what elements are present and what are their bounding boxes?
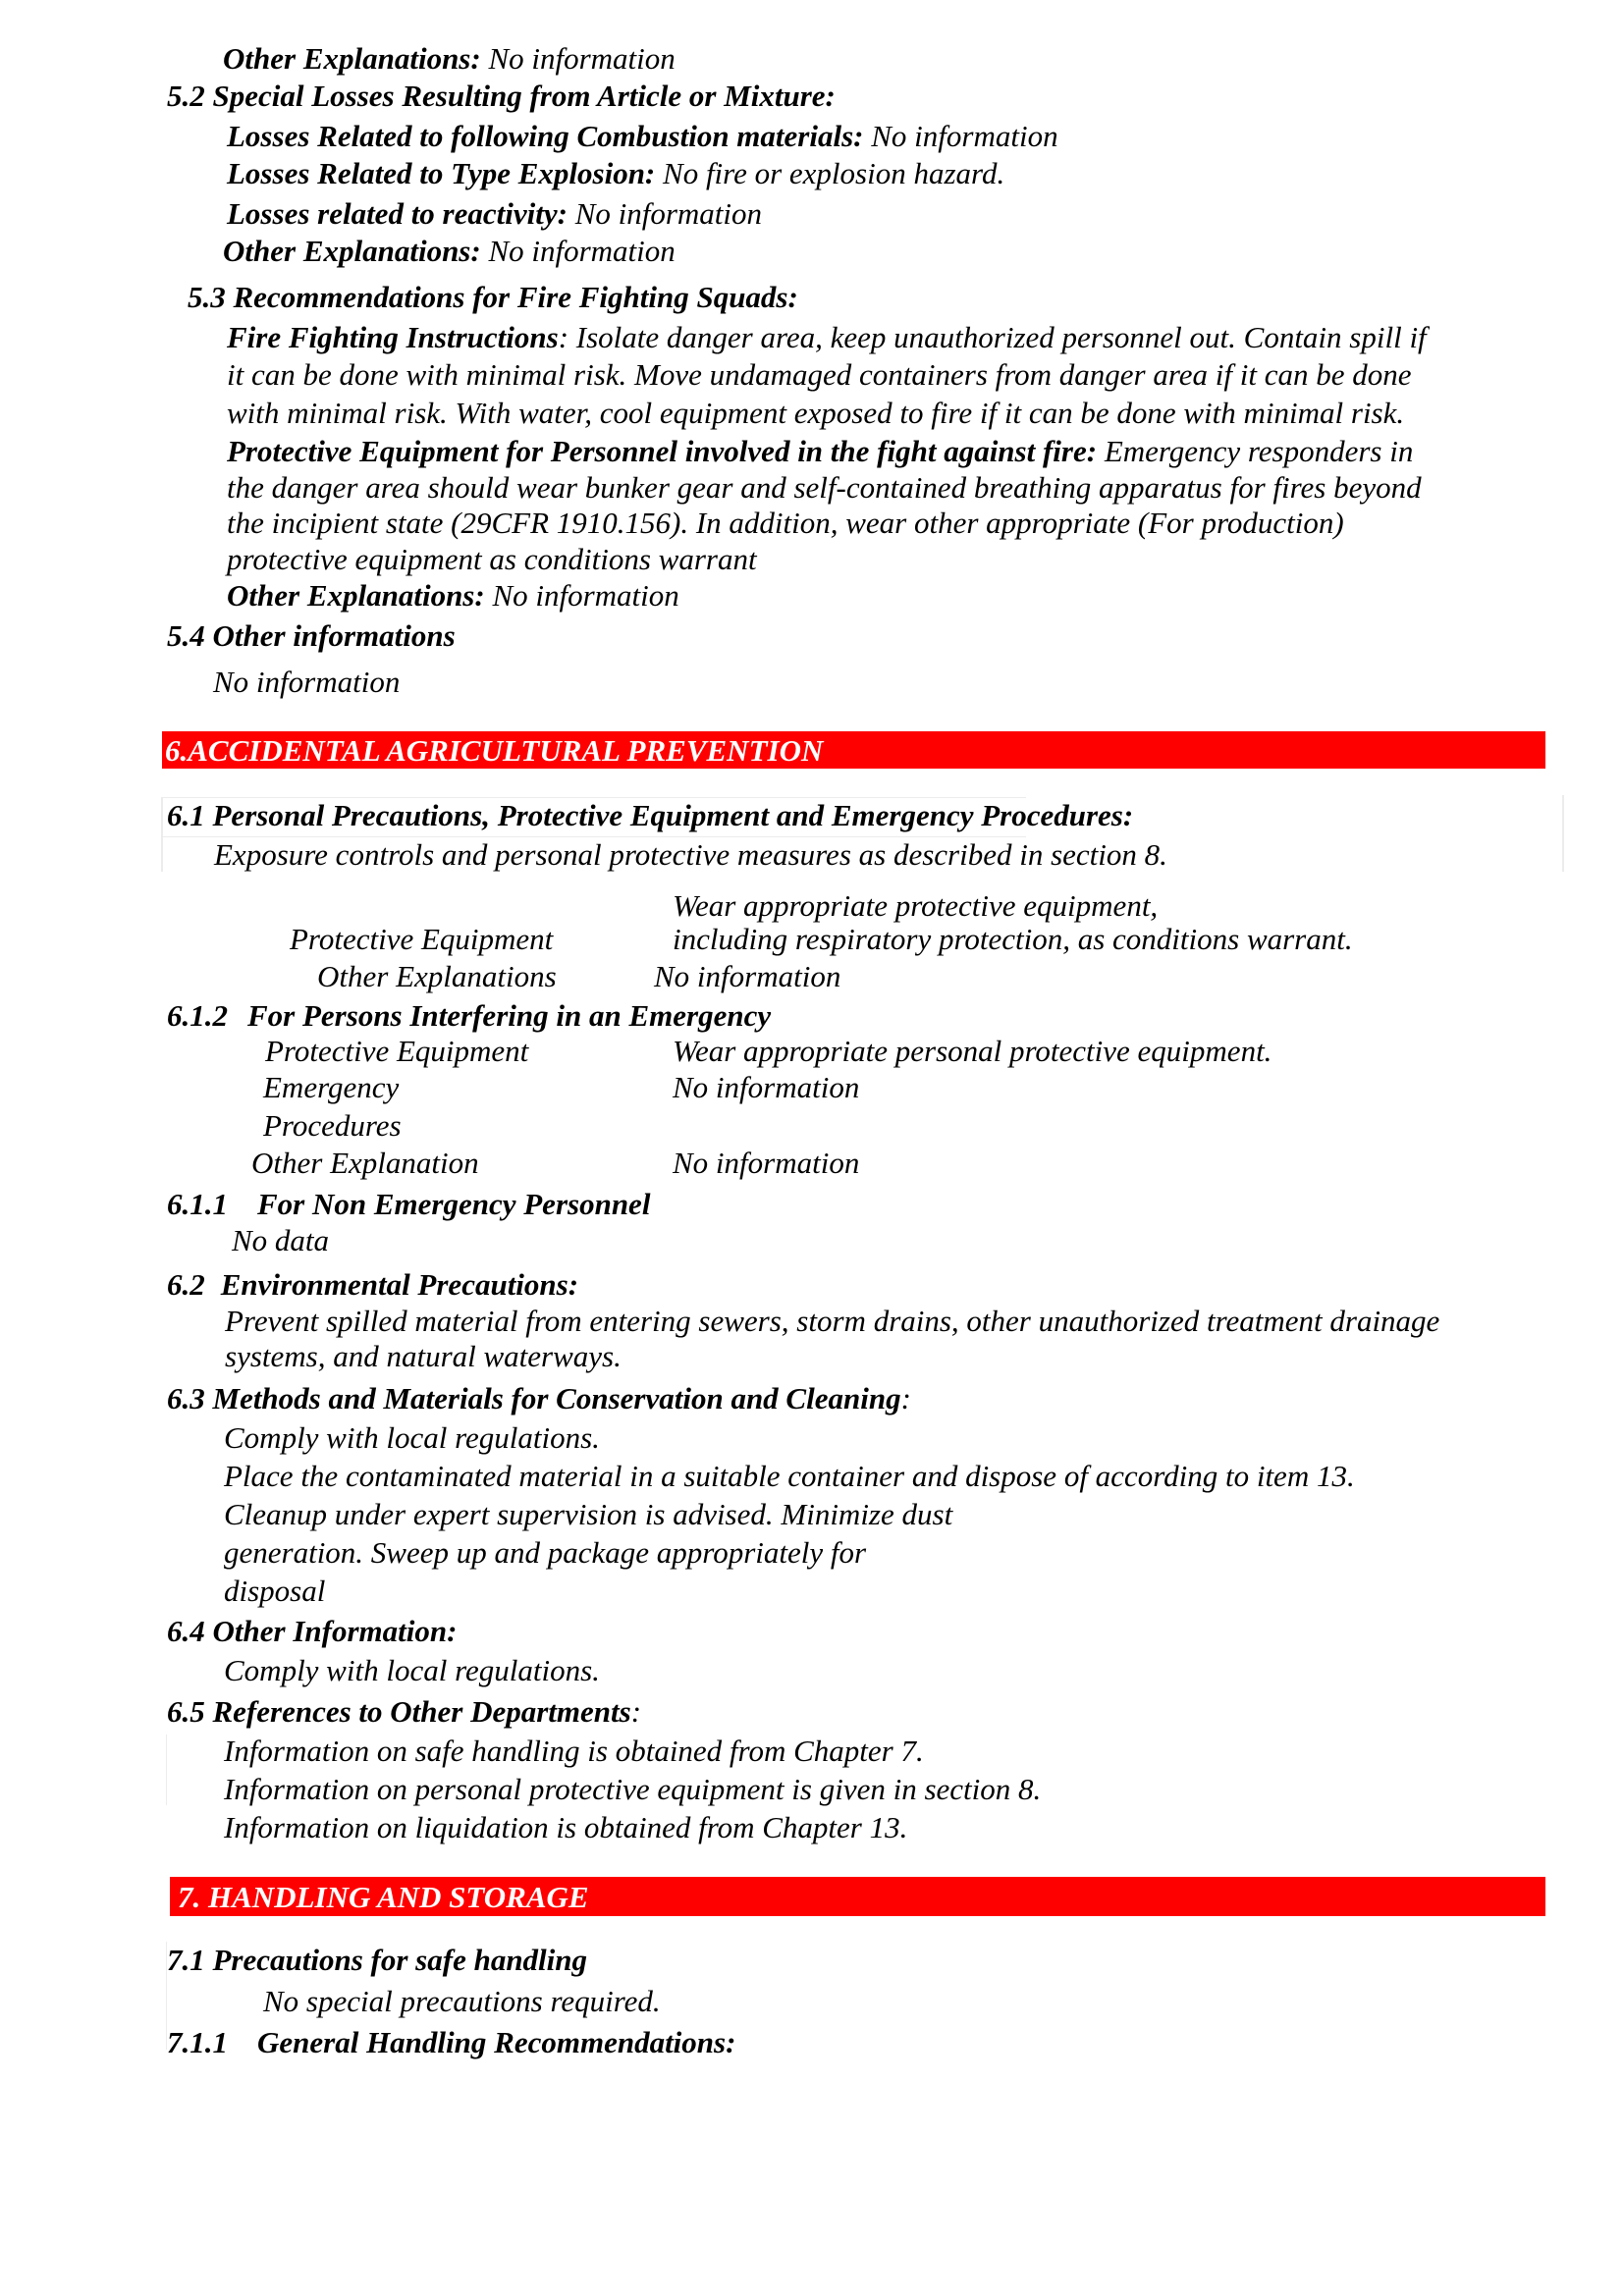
heading-6-4: 6.4 Other Information: xyxy=(167,1614,458,1648)
field-value: No fire or explosion hazard. xyxy=(655,156,1005,190)
heading-6-1-1 xyxy=(167,1189,650,1219)
field-label: Other Explanations: xyxy=(223,41,481,76)
emergency-procedures-value: No information xyxy=(673,1070,860,1104)
losses-combustion-line xyxy=(227,121,1058,151)
heading-colon: : xyxy=(900,1381,911,1415)
fire-fighting-line-1 xyxy=(227,322,1427,352)
section-number: 6.1.1 xyxy=(167,1187,228,1221)
text-6-3-line-5: disposal xyxy=(224,1574,326,1608)
losses-explosion-line xyxy=(227,158,1004,188)
section-title: General Handling Recommendations: xyxy=(257,2025,736,2059)
table-border-left xyxy=(161,797,163,872)
losses-reactivity-line xyxy=(227,198,762,229)
heading-5-2: 5.2 Special Losses Resulting from Article or Mixture: xyxy=(167,79,836,113)
text-6-1: Exposure controls and personal protective measures as described in section 8. xyxy=(214,837,1167,872)
text-6-2-line-2: systems, and natural waterways. xyxy=(225,1339,622,1373)
table-border-left-6-5 xyxy=(166,1735,167,1805)
field-label: Losses Related to following Combustion materials: xyxy=(227,119,864,153)
protective-equipment-value-2: including respiratory protection, as conditions warrant. xyxy=(673,922,1353,956)
section-title: Environmental Precautions: xyxy=(220,1267,579,1302)
fire-fighting-line-3: with minimal risk. With water, cool equipment exposed to fire if it can be done with minimal risk. xyxy=(227,396,1405,430)
field-label: Fire Fighting Instructions xyxy=(227,320,559,354)
heading-6-2 xyxy=(167,1269,578,1300)
field-label: Protective Equipment for Personnel involved in the fight against fire: xyxy=(227,434,1098,468)
ppe-line-1 xyxy=(227,436,1413,466)
heading-6-1: 6.1 Personal Precautions, Protective Equipment and Emergency Procedures: xyxy=(167,798,1134,832)
text-6-3-line-3: Cleanup under expert supervision is advised. Minimize dust xyxy=(224,1497,953,1531)
other-explanations-5-3-line xyxy=(227,580,679,611)
field-value: No information xyxy=(480,234,676,268)
text-6-5-line-3: Information on liquidation is obtained from Chapter 13. xyxy=(224,1810,908,1844)
field-value: Emergency responders in xyxy=(1097,434,1414,468)
emergency-procedures-label-2: Procedures xyxy=(263,1108,402,1143)
heading-6-1-2 xyxy=(167,1000,771,1031)
ppe-value-6-1-2: Wear appropriate personal protective equipment. xyxy=(673,1034,1272,1068)
section-title: For Persons Interfering in an Emergency xyxy=(247,998,772,1033)
heading-7-1-1 xyxy=(167,2027,735,2057)
section-number: 6.2 xyxy=(167,1267,205,1302)
field-value: No information xyxy=(567,196,763,231)
other-explanations-line xyxy=(223,43,676,74)
text-6-3-line-4: generation. Sweep up and package appropriately for xyxy=(224,1535,867,1570)
section-number: 7.1.1 xyxy=(167,2025,228,2059)
text-6-3-line-2: Place the contaminated material in a suitable container and dispose of according to item 13. xyxy=(224,1459,1355,1493)
field-label: Other Explanations: xyxy=(223,234,481,268)
section-number: 6.1.2 xyxy=(167,998,228,1033)
text-6-2-line-1: Prevent spilled material from entering sewers, storm drains, other unauthorized treatment drainage xyxy=(225,1304,1440,1338)
ppe-line-4: protective equipment as conditions warrant xyxy=(227,542,757,576)
ppe-label-6-1-2: Protective Equipment xyxy=(265,1034,529,1068)
field-label: Losses related to reactivity: xyxy=(227,196,568,231)
heading-colon: : xyxy=(630,1694,642,1729)
fire-fighting-line-2: it can be done with minimal risk. Move undamaged containers from danger area if it can be done xyxy=(227,357,1412,392)
heading-7-1: 7.1 Precautions for safe handling xyxy=(167,1943,588,1977)
other-explanations-value: No information xyxy=(654,959,841,993)
heading-6-3 xyxy=(167,1383,911,1414)
field-value: No information xyxy=(484,578,679,613)
text-6-3-line-1: Comply with local regulations. xyxy=(224,1420,600,1455)
section-title: 6.5 References to Other Departments xyxy=(167,1694,631,1729)
heading-6-5 xyxy=(167,1696,641,1727)
text-6-5-line-1: Information on safe handling is obtained from Chapter 7. xyxy=(224,1734,924,1768)
other-explanations-label: Other Explanations xyxy=(317,959,557,993)
heading-5-3: 5.3 Recommendations for Fire Fighting Squads: xyxy=(188,280,798,314)
heading-5-4: 5.4 Other informations xyxy=(167,618,456,653)
other-explanations-5-2-line xyxy=(223,236,676,266)
other-explanation-value: No information xyxy=(673,1146,860,1180)
ppe-line-3: the incipient state (29CFR 1910.156). In addition, wear other appropriate (For production) xyxy=(227,506,1344,540)
section-title: For Non Emergency Personnel xyxy=(257,1187,651,1221)
table-border-right xyxy=(1562,795,1564,872)
field-value: : Isolate danger area, keep unauthorized personnel out. Contain spill if xyxy=(558,320,1427,354)
field-value: No information xyxy=(480,41,676,76)
other-explanation-label: Other Explanation xyxy=(251,1146,479,1180)
protective-equipment-label: Protective Equipment xyxy=(290,922,554,956)
section-6-title: 6.ACCIDENTAL AGRICULTURAL PREVENTION xyxy=(165,733,824,768)
field-label: Losses Related to Type Explosion: xyxy=(227,156,656,190)
text-7-1: No special precautions required. xyxy=(263,1984,661,2018)
field-label: Other Explanations: xyxy=(227,578,485,613)
emergency-procedures-label-1: Emergency xyxy=(263,1070,400,1104)
ppe-line-2: the danger area should wear bunker gear and self-contained breathing apparatus for fires beyond xyxy=(227,470,1422,505)
text-6-4: Comply with local regulations. xyxy=(224,1653,600,1687)
protective-equipment-value-1: Wear appropriate protective equipment, xyxy=(673,888,1159,923)
section-7-title: 7. HANDLING AND STORAGE xyxy=(178,1880,589,1914)
text-6-5-line-2: Information on personal protective equipment is given in section 8. xyxy=(224,1772,1042,1806)
text-6-1-1: No data xyxy=(232,1223,330,1257)
field-value: No information xyxy=(863,119,1058,153)
section-title: 6.3 Methods and Materials for Conservation and Cleaning xyxy=(167,1381,901,1415)
text-5-4: No information xyxy=(213,665,401,699)
